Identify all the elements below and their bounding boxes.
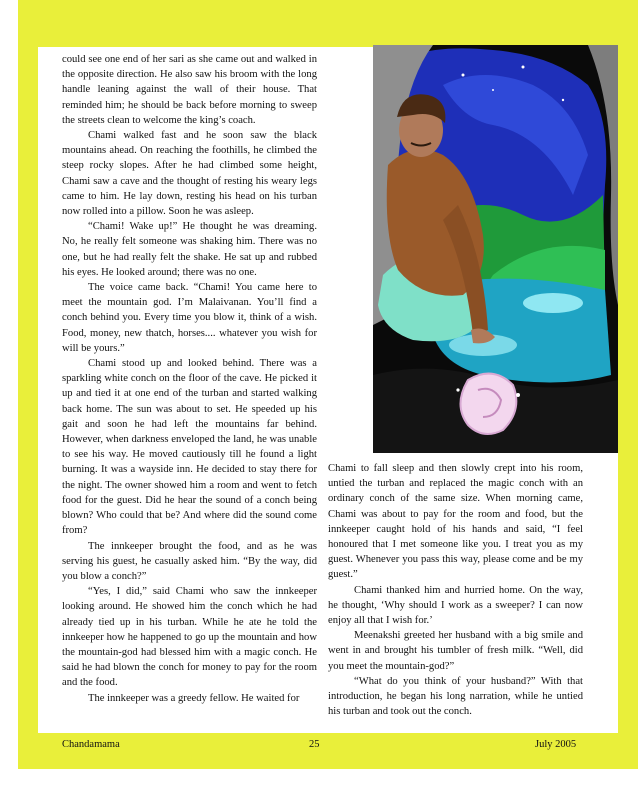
left-border-band	[18, 0, 38, 769]
water-rock	[523, 293, 583, 313]
story-illustration	[373, 45, 618, 453]
sparkle	[456, 388, 459, 391]
paragraph: The innkeeper was a greedy fellow. He waited for	[88, 692, 300, 704]
footer-magazine-name: Chandamama	[62, 739, 120, 750]
star	[522, 66, 525, 69]
paragraph: “What do you think of your husband?” With that introduction, he began his long narration, while he untied his turban and took out the conch.	[328, 675, 583, 718]
star	[562, 99, 564, 101]
paragraph: Chami walked fast and he soon saw the black mountains ahead. On reaching the foothills, he climbed the steep rocky slopes. After he had climbed some height, Chami saw a cave and the thought of resting his weary legs came to him. He lay down, resting his head on his turban now rolled into a pillow. Soon he was asleep.	[62, 130, 317, 218]
paragraph: “Chami! Wake up!” He thought he was dreaming. No, he really felt someone was shaking him. There was no one, but he had really felt the shake. He sat up and rubbed his eyes. He looked around; there was no one.	[62, 221, 317, 278]
paragraph: Chami thanked him and hurried home. On the way, he thought, ‘Why should I work as a sweeper? I can now enjoy all that I wish for.’	[328, 584, 583, 627]
paragraph: The innkeeper brought the food, and as he was serving his guest, he casually asked him. “By the way, did you blow a conch?”	[62, 540, 317, 582]
right-border-band	[618, 0, 638, 769]
paragraph: The voice came back. “Chami! You came here to meet the mountain god. I’m Malaivanan. You’ll find a conch behind you. Every time you blow it, think of a wish. Food, money, new thatch, horses.... whatever you wish for will be yours.”	[62, 282, 317, 354]
footer-page-number: 25	[309, 739, 320, 750]
footer-issue-date: July 2005	[535, 739, 577, 750]
magic-conch	[461, 374, 517, 434]
left-text-column	[62, 52, 317, 706]
star	[492, 89, 494, 91]
sparkle	[516, 393, 520, 397]
paragraph: Chami to fall sleep and then slowly crept into his room, untied the turban and replaced the magic conch with an ordinary conch of the same size. When morning came, Chami was about to pay for the room and food, but the innkeeper caught hold of his hands and said, “I feel honoured that I met someone like you. I treat you as my guest. Whenever you pass this way, please come and be my guest.”	[328, 463, 583, 581]
top-border-band	[18, 0, 638, 47]
paragraph: Meenakshi greeted her husband with a big smile and went in and brought his tumbler of fresh milk. “Well, did you meet the mountain-god?”	[328, 630, 583, 672]
star	[462, 74, 465, 77]
paragraph: could see one end of her sari as she came out and walked in the opposite direction. He also saw his broom with the long handle leaning against the wall of their house. That reminded him; he should be back before morning to sweep the streets clean to welcome the king’s coach.	[62, 54, 317, 126]
paragraph: Chami stood up and looked behind. There was a sparkling white conch on the floor of the cave. He picked it up and tied it at one end of the turban and started walking back home. The sun was about to set. He speeded up his gait and soon he had left the mountains far behind. However, when darkness enveloped the land, he was unable to see his way. He moved cautiously till he found a light burning. It was a wayside inn. He decided to stay there for the night. The owner showed him a room and went to fetch food for the guest. Did he hear the sound of a conch being blown? Who could that be? And where did the sound come from?	[62, 358, 317, 537]
paragraph: “Yes, I did,” said Chami who saw the innkeeper looking around. He showed him the conch which he had already tied up in his turban. While he ate he told the innkeeper how he happened to go up the mountain and how the mountain-god had blessed him with a magic conch. He said he had blown the conch for money to pay for the room and the food.	[62, 586, 317, 689]
right-text-column	[328, 461, 583, 719]
